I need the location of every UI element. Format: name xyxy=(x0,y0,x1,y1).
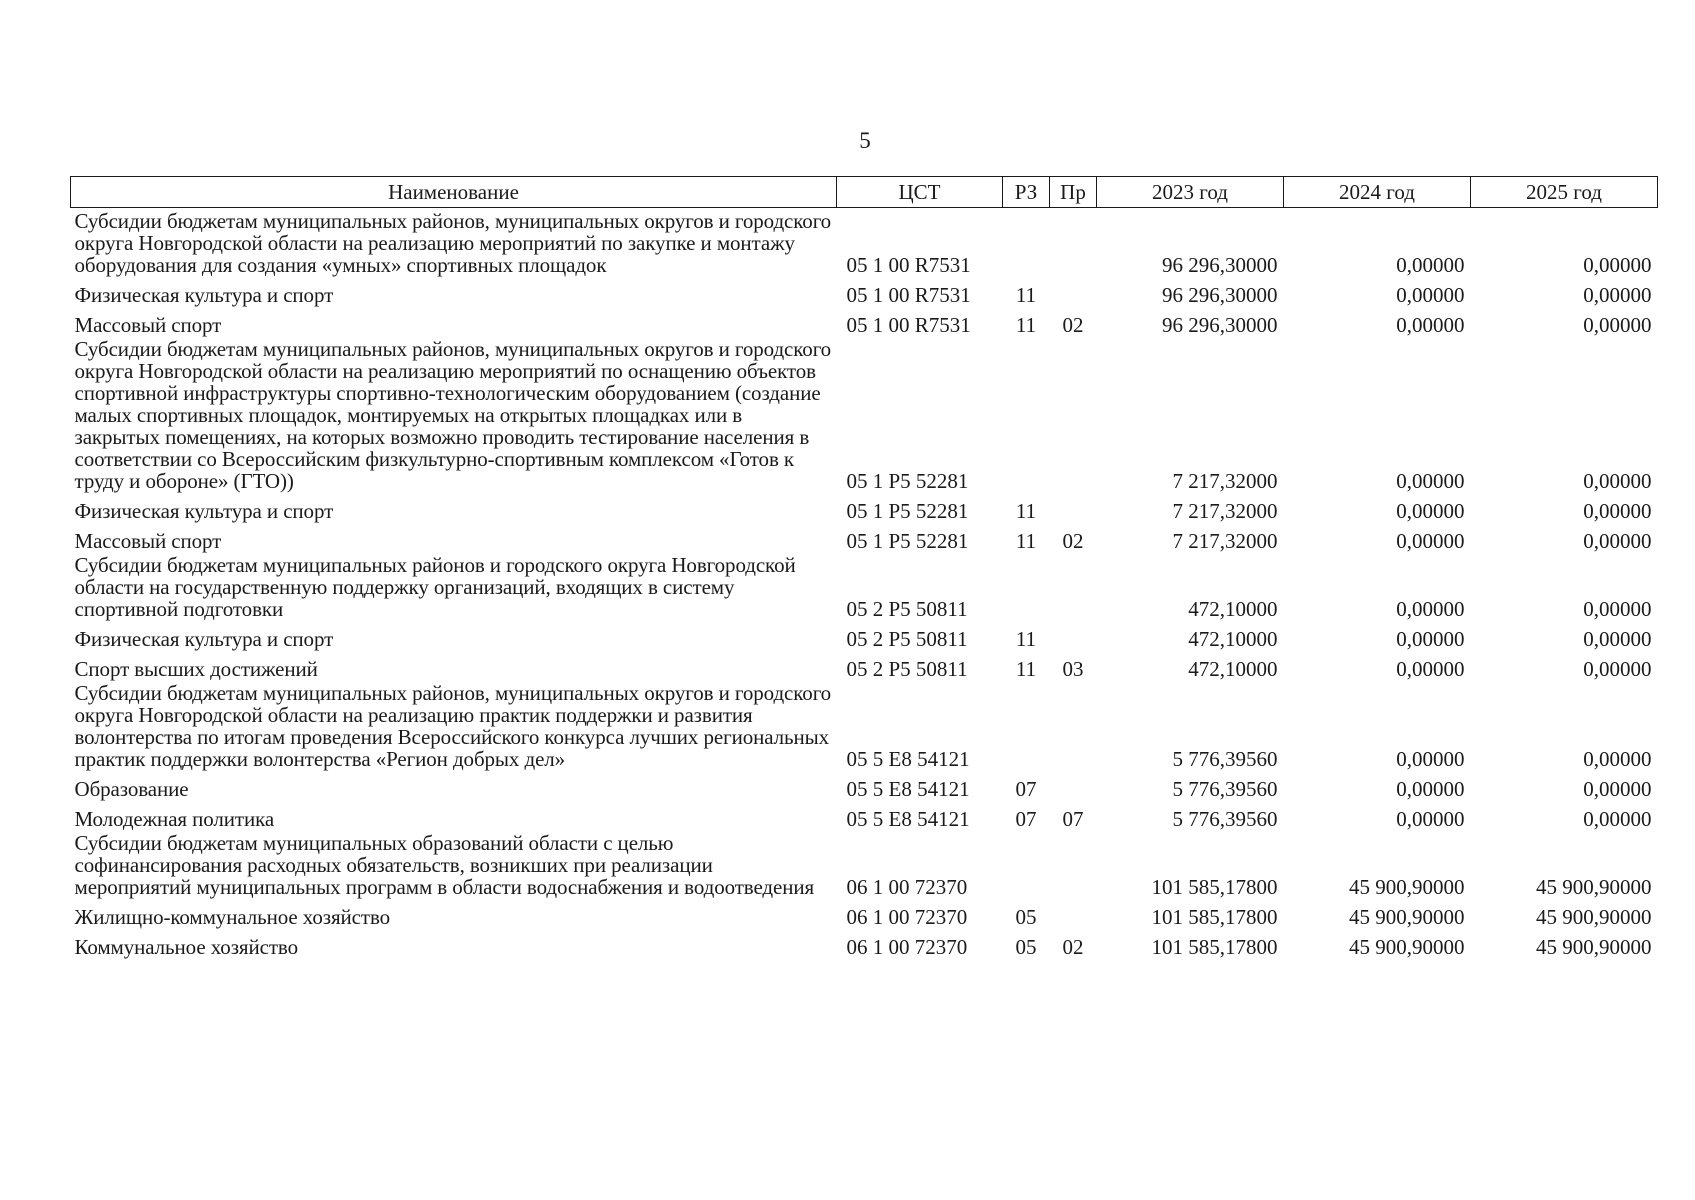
header-cst: ЦСТ xyxy=(837,177,1003,208)
budget-table xyxy=(70,176,1658,959)
row-2025: 0,00000 xyxy=(1583,657,1652,681)
row-2023: 472,10000 xyxy=(1188,597,1278,621)
row-pr xyxy=(1050,771,1097,801)
row-rz xyxy=(1003,681,1050,771)
row-2025: 0,00000 xyxy=(1583,469,1652,493)
row-2023: 472,10000 xyxy=(1188,627,1278,651)
row-2024: 45 900,90000 xyxy=(1349,935,1465,959)
row-cst: 05 5 E8 54121 xyxy=(846,747,970,771)
header-name: Наименование xyxy=(71,177,837,208)
row-name: Субсидии бюджетам муниципальных образований области с целью софинансирования расходных обязательств, возникших при реализации мероприятий муниципальных программ в области водоснабжения и водоотведения xyxy=(74,831,815,899)
row-2024: 0,00000 xyxy=(1396,313,1465,337)
row-2024: 0,00000 xyxy=(1396,747,1465,771)
row-2025: 0,00000 xyxy=(1583,283,1652,307)
row-rz: 11 xyxy=(1015,283,1037,307)
row-2023: 96 296,30000 xyxy=(1162,283,1278,307)
row-rz: 07 xyxy=(1015,777,1037,801)
row-rz: 07 xyxy=(1015,807,1037,831)
row-cst: 05 5 E8 54121 xyxy=(846,777,970,801)
row-rz: 11 xyxy=(1015,627,1037,651)
row-rz: 11 xyxy=(1015,529,1037,553)
row-2024: 0,00000 xyxy=(1396,657,1465,681)
row-2025: 0,00000 xyxy=(1583,747,1652,771)
table-row xyxy=(71,621,1658,651)
row-name: Субсидии бюджетам муниципальных районов, муниципальных округов и городского округа Новгородской области на реализацию мероприятий по закупке и монтажу оборудования для создания «умных» спортивных площадок xyxy=(74,209,832,277)
row-cst: 05 2 P5 50811 xyxy=(846,597,968,621)
row-2023: 101 585,17800 xyxy=(1151,935,1278,959)
row-2025: 0,00000 xyxy=(1583,597,1652,621)
row-2024: 45 900,90000 xyxy=(1349,905,1465,929)
table-row xyxy=(71,553,1658,621)
header-2023: 2023 год xyxy=(1097,177,1284,208)
row-2023: 7 217,32000 xyxy=(1172,529,1278,553)
row-pr: 02 xyxy=(1062,935,1084,959)
row-2024: 0,00000 xyxy=(1396,253,1465,277)
row-2025: 0,00000 xyxy=(1583,499,1652,523)
row-cst: 05 1 P5 52281 xyxy=(846,469,969,493)
row-pr: 02 xyxy=(1062,313,1084,337)
row-2025: 0,00000 xyxy=(1583,313,1652,337)
row-pr xyxy=(1050,493,1097,523)
row-2023: 101 585,17800 xyxy=(1151,905,1278,929)
row-rz: 11 xyxy=(1015,313,1037,337)
table-row xyxy=(71,771,1658,801)
row-pr xyxy=(1050,553,1097,621)
row-2024: 0,00000 xyxy=(1396,777,1465,801)
row-2023: 96 296,30000 xyxy=(1162,253,1278,277)
row-pr xyxy=(1050,681,1097,771)
row-cst: 05 2 P5 50811 xyxy=(846,657,968,681)
table-row xyxy=(71,493,1658,523)
row-2024: 0,00000 xyxy=(1396,469,1465,493)
header-rz: РЗ xyxy=(1003,177,1050,208)
row-pr xyxy=(1050,831,1097,899)
row-cst: 05 1 00 R7531 xyxy=(846,313,971,337)
row-2023: 101 585,17800 xyxy=(1151,875,1278,899)
row-cst: 06 1 00 72370 xyxy=(846,875,968,899)
row-name: Субсидии бюджетам муниципальных районов и городского округа Новгородской области на государственную поддержку организаций, входящих в систему спортивной подготовки xyxy=(74,553,796,621)
row-pr: 02 xyxy=(1062,529,1084,553)
row-2023: 5 776,39560 xyxy=(1172,747,1278,771)
table-header xyxy=(71,177,1658,208)
row-pr xyxy=(1050,277,1097,307)
row-name: Образование xyxy=(74,777,189,801)
table-row xyxy=(71,277,1658,307)
row-name: Субсидии бюджетам муниципальных районов, муниципальных округов и городского округа Новгородской области на реализацию мероприятий по оснащению объектов спортивной инфраструктуры спортивно-технологическим оборудованием (создание малых спортивных площадок, монтируемых на открытых площадках или в закрытых помещениях, на которых возможно проводить тестирование населения в соответствии со Всероссийским физкультурно-спортивным комплексом «Готов к труду и обороне» (ГТО)) xyxy=(74,337,832,493)
row-rz: 05 xyxy=(1015,935,1037,959)
row-name: Физическая культура и спорт xyxy=(74,499,334,523)
row-2024: 0,00000 xyxy=(1396,597,1465,621)
row-2025: 0,00000 xyxy=(1583,807,1652,831)
table-row xyxy=(71,831,1658,899)
row-2024: 45 900,90000 xyxy=(1349,875,1465,899)
table-row xyxy=(71,899,1658,929)
row-pr xyxy=(1050,337,1097,493)
row-cst: 06 1 00 72370 xyxy=(846,905,968,929)
row-rz: 11 xyxy=(1015,657,1037,681)
row-cst: 05 1 P5 52281 xyxy=(846,529,969,553)
row-pr xyxy=(1050,208,1097,278)
row-2024: 0,00000 xyxy=(1396,627,1465,651)
table-row xyxy=(71,681,1658,771)
row-2025: 45 900,90000 xyxy=(1536,875,1652,899)
row-name: Массовый спорт xyxy=(74,313,222,337)
row-2023: 5 776,39560 xyxy=(1172,807,1278,831)
row-2024: 0,00000 xyxy=(1396,283,1465,307)
row-2023: 96 296,30000 xyxy=(1162,313,1278,337)
row-2025: 0,00000 xyxy=(1583,777,1652,801)
table-row xyxy=(71,801,1658,831)
table-body xyxy=(71,208,1658,960)
table-row xyxy=(71,337,1658,493)
row-rz xyxy=(1003,553,1050,621)
row-cst: 05 5 E8 54121 xyxy=(846,807,970,831)
row-rz xyxy=(1003,208,1050,278)
row-2025: 0,00000 xyxy=(1583,627,1652,651)
row-2023: 472,10000 xyxy=(1188,657,1278,681)
table-row xyxy=(71,929,1658,959)
row-2025: 45 900,90000 xyxy=(1536,905,1652,929)
row-name: Молодежная политика xyxy=(74,807,275,831)
row-cst: 05 2 P5 50811 xyxy=(846,627,968,651)
row-rz: 11 xyxy=(1015,499,1037,523)
row-cst: 05 1 00 R7531 xyxy=(846,283,971,307)
row-2024: 0,00000 xyxy=(1396,529,1465,553)
page-number: 5 xyxy=(859,128,871,153)
row-2025: 0,00000 xyxy=(1583,253,1652,277)
row-cst: 06 1 00 72370 xyxy=(846,935,968,959)
row-pr xyxy=(1050,621,1097,651)
row-pr: 03 xyxy=(1062,657,1084,681)
row-name: Спорт высших достижений xyxy=(74,657,318,681)
row-2025: 45 900,90000 xyxy=(1536,935,1652,959)
header-2025: 2025 год xyxy=(1471,177,1658,208)
row-name: Коммунальное хозяйство xyxy=(74,935,298,959)
row-cst: 05 1 P5 52281 xyxy=(846,499,969,523)
row-pr: 07 xyxy=(1062,807,1084,831)
row-name: Массовый спорт xyxy=(74,529,222,553)
header-pr: Пр xyxy=(1050,177,1097,208)
row-cst: 05 1 00 R7531 xyxy=(846,253,971,277)
row-2024: 0,00000 xyxy=(1396,807,1465,831)
table-row xyxy=(71,307,1658,337)
row-name: Физическая культура и спорт xyxy=(74,627,334,651)
row-name: Жилищно-коммунальное хозяйство xyxy=(74,905,391,929)
row-rz xyxy=(1003,337,1050,493)
row-2024: 0,00000 xyxy=(1396,499,1465,523)
row-pr xyxy=(1050,899,1097,929)
row-name: Физическая культура и спорт xyxy=(74,283,334,307)
table-row xyxy=(71,651,1658,681)
header-row xyxy=(71,177,1658,208)
row-rz xyxy=(1003,831,1050,899)
row-2023: 7 217,32000 xyxy=(1172,499,1278,523)
row-2025: 0,00000 xyxy=(1583,529,1652,553)
table-row xyxy=(71,523,1658,553)
row-2023: 7 217,32000 xyxy=(1172,469,1278,493)
header-2024: 2024 год xyxy=(1284,177,1471,208)
table-row xyxy=(71,208,1658,278)
row-rz: 05 xyxy=(1015,905,1037,929)
row-name: Субсидии бюджетам муниципальных районов, муниципальных округов и городского округа Новгородской области на реализацию практик поддержки и развития волонтерства по итогам проведения Всероссийского конкурса лучших региональных практик поддержки волонтерства «Регион добрых дел» xyxy=(74,681,832,771)
row-2023: 5 776,39560 xyxy=(1172,777,1278,801)
